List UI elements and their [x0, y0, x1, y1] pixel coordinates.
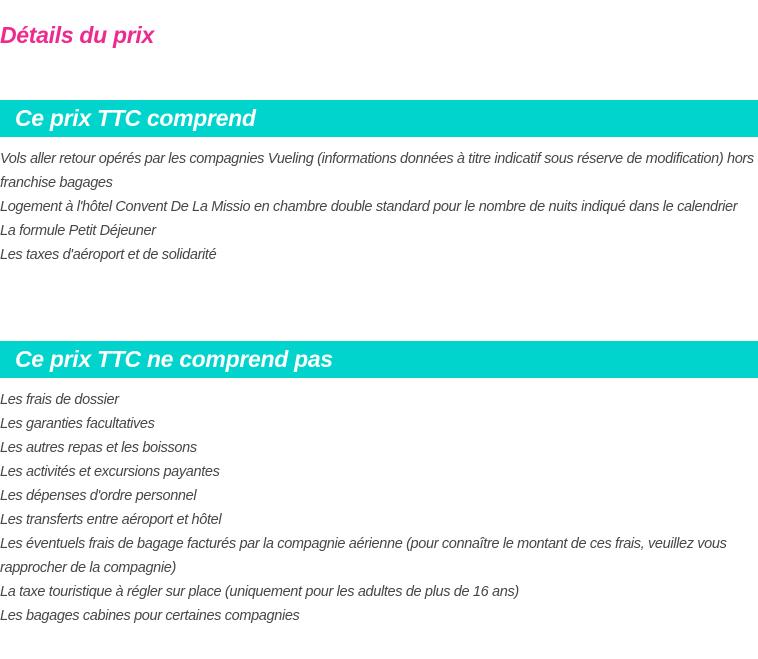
- excluded-item: Les frais de dossier: [0, 392, 119, 408]
- excluded-item: Les dépenses d'ordre personnel: [0, 488, 197, 504]
- included-item: La formule Petit Déjeuner: [0, 223, 156, 239]
- included-list: [0, 147, 758, 267]
- excluded-item: Les bagages cabines pour certaines compagnies: [0, 608, 300, 624]
- included-item: Vols aller retour opérés par les compagnies Vueling (informations données à titre indicatif sous réserve de modification) hors franchise bagages: [0, 151, 754, 191]
- included-section-header: Ce prix TTC comprend: [0, 100, 758, 137]
- excluded-item: Les éventuels frais de bagage facturés par la compagnie aérienne (pour connaître le montant de ces frais, veuillez vous rapprocher de la compagnie): [0, 536, 727, 576]
- excluded-item: Les transferts entre aéroport et hôtel: [0, 512, 222, 528]
- included-item: Les taxes d'aéroport et de solidarité: [0, 247, 217, 263]
- excluded-item: Les autres repas et les boissons: [0, 440, 197, 456]
- excluded-section-header: Ce prix TTC ne comprend pas: [0, 341, 758, 378]
- excluded-list: [0, 388, 758, 628]
- excluded-item: Les activités et excursions payantes: [0, 464, 220, 480]
- page-title: Détails du prix: [0, 22, 154, 48]
- excluded-item: Les garanties facultatives: [0, 416, 155, 432]
- excluded-item: La taxe touristique à régler sur place (uniquement pour les adultes de plus de 16 ans): [0, 584, 519, 600]
- included-item: Logement à l'hôtel Convent De La Missio en chambre double standard pour le nombre de nuits indiqué dans le calendrier: [0, 199, 738, 215]
